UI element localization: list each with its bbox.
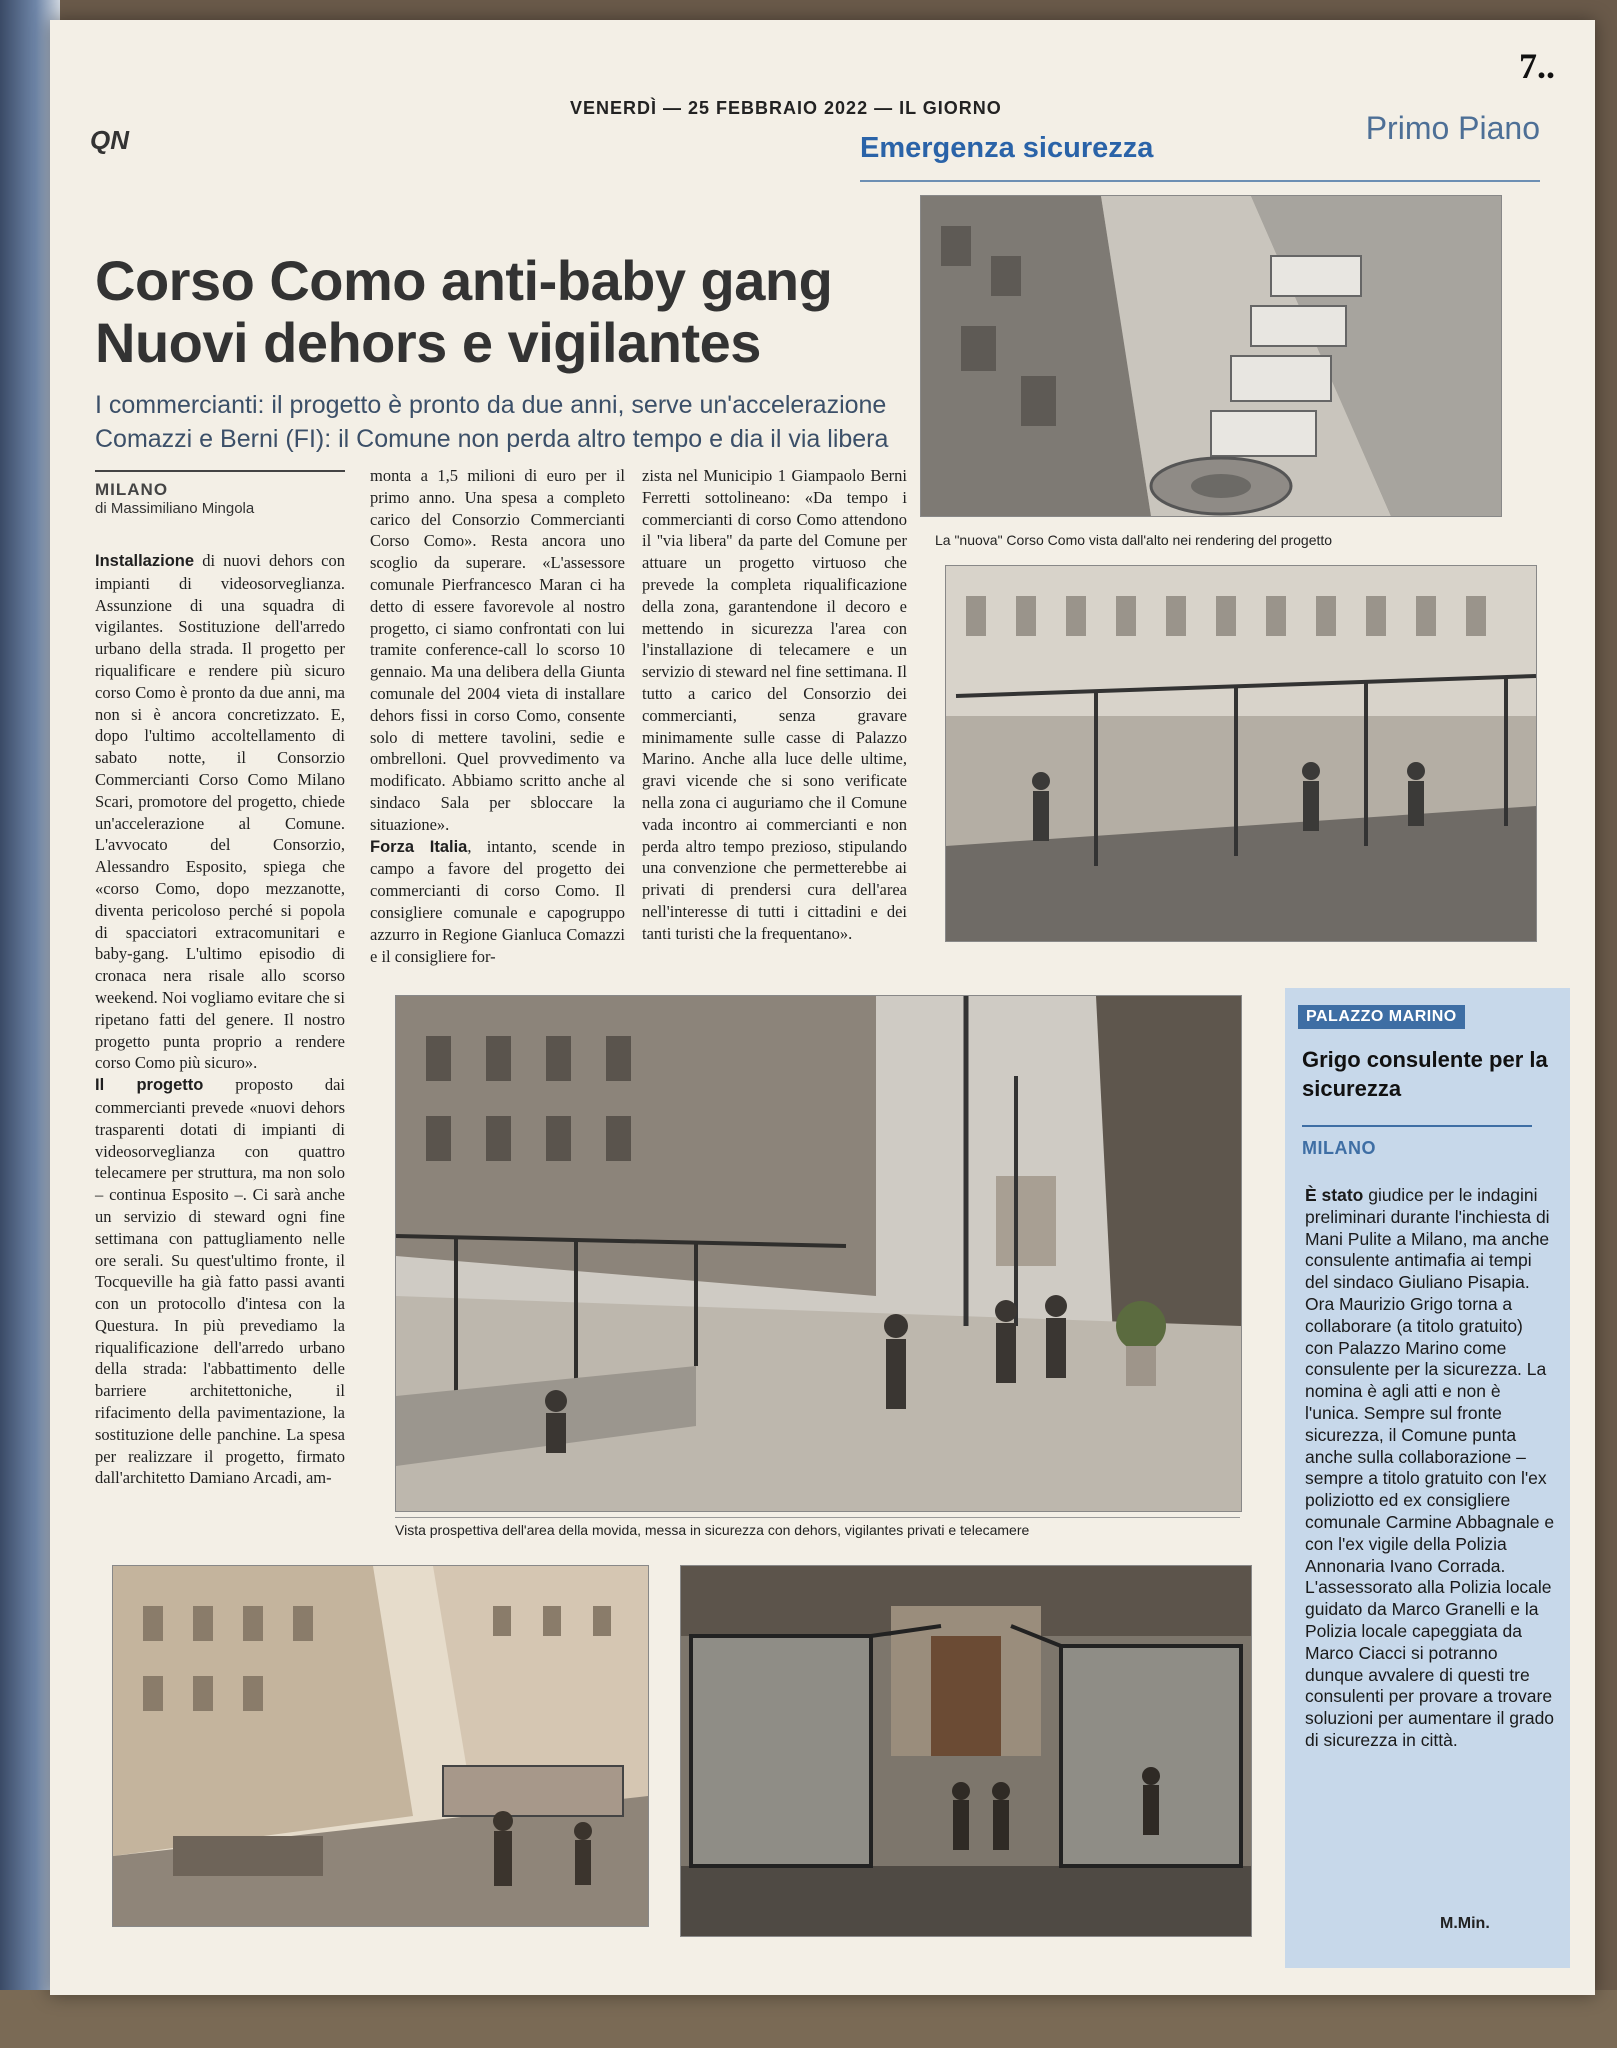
byline xyxy=(95,470,345,517)
aerial-rendering-photo xyxy=(920,195,1502,517)
sidebar-city: MILANO xyxy=(1302,1138,1376,1158)
byline-city: MILANO xyxy=(95,480,169,499)
glass-dehors-photo xyxy=(680,1565,1252,1937)
date-line: VENERDÌ — 25 FEBBRAIO 2022 — IL GIORNO xyxy=(570,98,1002,118)
lead-word: Il progetto xyxy=(95,1076,204,1095)
brand-logo: QN xyxy=(90,125,129,155)
article-column-3 xyxy=(642,465,907,945)
column-text: zista nel Municipio 1 Giampaolo Berni Ferretti sottolineano: «Da tempo i commercianti di corso Como attendono il ''via libera'' da parte del Comune per attuare un progetto virtuoso che prevede la completa riqualificazione della zona, garantendone il decoro e mettendo in sicurezza l'area con l'installazione di telecamere e un servizio di steward nel fine settimana. Il tutto a carico del Consorzio dei commercianti, senza gravare minimamente sulle casse di Palazzo Marino. Anche alla luce delle ultime, gravi vicende che si sono verificate nella zona ci auguriamo che il Comune vada incontro ai commercianti e non perda altro tempo prezioso, stipulando una convenzione che permetterebbe ai privati di prendersi cura dell'area nell'interesse di tutti i cittadini e dei tanti turisti che la frequentano». xyxy=(642,466,907,943)
sidebar-rule xyxy=(1302,1125,1532,1127)
article-column-1 xyxy=(95,550,345,1489)
newspaper-page xyxy=(50,20,1595,1995)
subheadline: I commercianti: il progetto è pronto da due anni, serve un'accelerazione Comazzi e Berni (FI): il Comune non perda altro tempo e dia il via libera xyxy=(95,391,889,453)
dehors-rendering-photo xyxy=(945,565,1537,942)
column-text: monta a 1,5 milioni di euro per il primo anno. Una spesa a completo carico del Consorzio Commercianti Corso Como». Resta ancora uno scoglio da superare. «L'assessore comunale Pierfrancesco Maran ci ha detto di essere favorevole al nostro progetto, ci siamo confrontati con lui tramite conference-call lo scorso 10 gennaio. Ma una delibera della Giunta comunale del 2004 vieta di installare dehors fissi in corso Como, consente solo di mettere tavolini, sedie e ombrelloni. Quel provvedimento va modificato. Abbiamo scritto anche al sindaco Sala per sbloccare la situazione». xyxy=(370,466,625,834)
photo-caption: Vista prospettiva dell'area della movida, messa in sicurezza con dehors, vigilantes privati e telecamere xyxy=(395,1517,1240,1538)
header-rule xyxy=(860,180,1540,182)
column-text: proposto dai commercianti prevede «nuovi dehors trasparenti dotati di impianti di videosorveglianza con quattro telecamere per struttura, ma non solo – continua Esposito –. Ci sarà anche un servizio di steward ogni fine settimana con pattugliamento nelle ore serali. Su quest'ultimo fronte, il Tocqueville ha già fatto passi avanti con un protocollo d'intesa con la Questura. In più prevediamo la riqualificazione dell'arredo urbano della strada: l'abbattimento delle barriere architettoniche, il rifacimento della pavimentazione, la sostituzione delle panchine. La spesa per realizzare il progetto, firmato dall'architetto Damiano Arcadi, am- xyxy=(95,1075,345,1488)
lead-word: Forza Italia xyxy=(370,837,468,856)
article-column-2 xyxy=(370,465,625,967)
rubric-title: Primo Piano xyxy=(1365,110,1540,146)
page-number: 7.. xyxy=(1519,46,1555,86)
sidebar-signature: M.Min. xyxy=(1440,1915,1490,1932)
sidebar-text: giudice per le indagini preliminari durante l'inchiesta di Mani Pulite a Milano, ma anche consulente antimafia ai tempi del sindaco Giuliano Pisapia. Ora Maurizio Grigo torna a collaborare (a titolo gratuito) con Palazzo Marino come consulente per la sicurezza. La nomina è agli atti e non è l'unica. Sempre sul fronte sicurezza, il Comune punta anche sulla collaborazione – sempre a titolo gratuito con l'ex poliziotto ed ex consigliere comunale Carmine Abbagnale e con l'ex vigile della Polizia Annonaria Ivano Corrada. L'assessorato alla Polizia locale guidato da Marco Granelli e la Polizia locale capeggiata da Marco Ciacci si potranno dunque avvalere di questi tre consulenti per provare a trovare soluzioni per aumentare il grado di sicurezza in città. xyxy=(1305,1185,1555,1750)
byline-author: di Massimiliano Mingola xyxy=(95,500,255,517)
headline: Corso Como anti-baby gang Nuovi dehors e vigilantes xyxy=(95,249,833,374)
column-text: di nuovi dehors con impianti di videosorveglianza. Assunzione di una squadra di vigilantes. Sostituzione dell'arredo urbano della strada. Il progetto per riqualificare e rendere più sicuro corso Como è pronto da due anni, ma non si è ancora concretizzato. E, dopo l'ultimo accoltellamento di sabato notte, il Consorzio Commercianti Corso Como Milano Scari, promotore del progetto, chiede un'accelerazione al Comune. L'avvocato del Consorzio, Alessandro Esposito, spiega che «corso Como, dopo mezzanotte, diventa pericoloso perché si popola di spacciatori extracomunitari e baby-gang. L'ultimo episodio di cronaca nera risale allo scorso weekend. Noi vogliamo evitare che si ripetano fatti del genere. Il nostro progetto punta proprio a rendere corso Como più sicuro». xyxy=(95,551,345,1073)
section-title: Emergenza sicurezza xyxy=(860,132,1154,164)
column-text: , intanto, scende in campo a favore del progetto dei commercianti di corso Como. Il consigliere comunale e capogruppo azzurro in Regione Gianluca Comazzi e il consigliere for- xyxy=(370,836,625,966)
background-table xyxy=(0,1990,1617,2048)
photo-caption: La "nuova" Corso Como vista dall'alto nei rendering del progetto xyxy=(935,532,1333,548)
street-sunset-photo xyxy=(112,1565,649,1927)
street-perspective-photo xyxy=(395,995,1242,1512)
sidebar-kicker: PALAZZO MARINO xyxy=(1298,1005,1465,1029)
lead-word: Installazione xyxy=(95,552,195,570)
sidebar-body xyxy=(1305,1185,1555,1752)
sidebar-title: Grigo consulente per la sicurezza xyxy=(1302,1047,1548,1101)
lead-word: È stato xyxy=(1305,1185,1364,1205)
